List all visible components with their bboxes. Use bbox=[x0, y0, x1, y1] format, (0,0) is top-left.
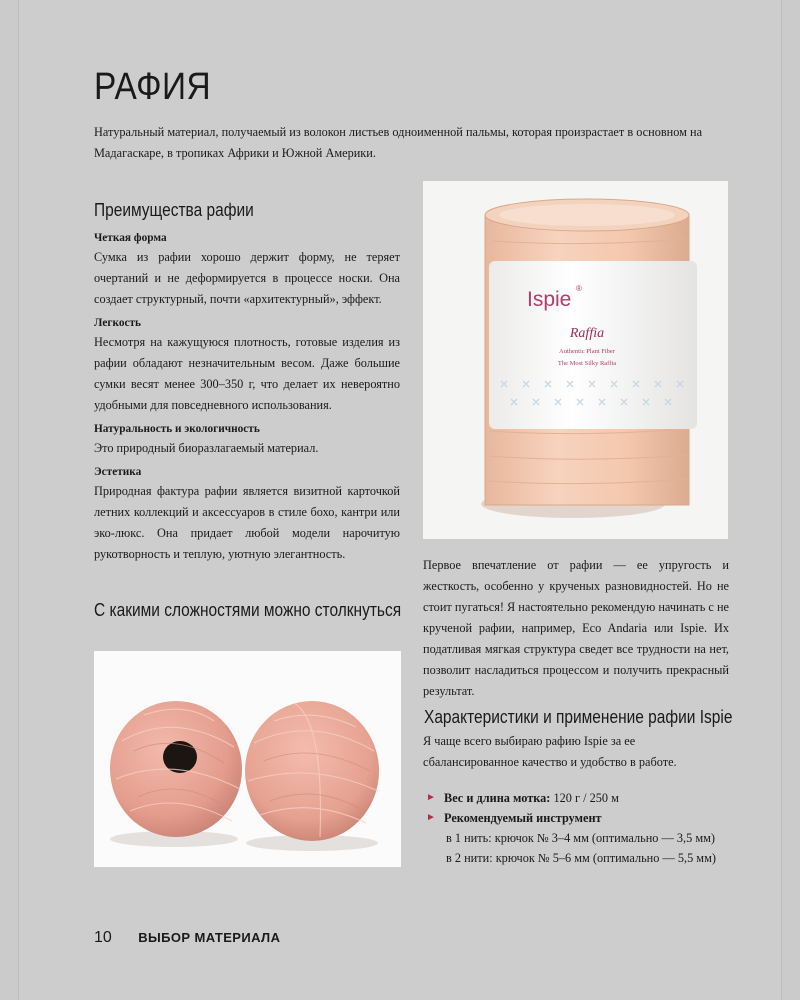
advantage-text: Несмотря на кажущуюся плотность, готовые изделия из рафии обладают незначительным весом. Даже большие сумки весят менее 300–350 г, что делает их невероятно удобными для повседневного использования. bbox=[94, 335, 400, 412]
advantage-text: Сумка из рафии хорошо держит форму, не теряет очертаний и не деформируется в процессе носки. Она создает структурный, почти «архитектурный», эффект. bbox=[94, 250, 400, 306]
triangle-bullet-icon: ► bbox=[426, 812, 436, 823]
tool-label: Рекомендуемый инструмент bbox=[444, 811, 602, 825]
label-line2: The Most Silky Raffia bbox=[557, 360, 617, 367]
advantage-text: Это природный биоразлагаемый материал. bbox=[94, 441, 319, 455]
page-edge-right bbox=[781, 0, 800, 1000]
advantages-heading: Преимущества рафии bbox=[94, 200, 254, 220]
characteristics-intro: Я чаще всего выбираю рафию Ispie за ее сбалансированное качество и удобство в работе. bbox=[423, 734, 677, 769]
section-title: ВЫБОР МАТЕРИАЛА bbox=[138, 930, 281, 945]
page-number: 10 bbox=[94, 929, 112, 946]
advantage-title: Легкость bbox=[94, 317, 142, 329]
tool-option-2: в 2 нити: крючок № 5–6 мм (оптимально — 5,5 мм) bbox=[446, 851, 716, 865]
raffia-spool-photo bbox=[423, 181, 728, 539]
advantage-title: Натуральность и экологичность bbox=[94, 423, 260, 435]
label-reg-mark: ® bbox=[576, 284, 582, 293]
list-item bbox=[424, 808, 734, 828]
page-edge-left bbox=[0, 0, 19, 1000]
triangle-bullet-icon: ► bbox=[426, 792, 436, 803]
spec-list bbox=[424, 788, 734, 868]
raffia-balls-illustration bbox=[94, 651, 401, 867]
characteristics-heading: Характеристики и применение рафии Ispie bbox=[424, 707, 733, 727]
advantage-title: Эстетика bbox=[94, 466, 142, 478]
advantages-list bbox=[94, 230, 400, 570]
tool-option-1: в 1 нить: крючок № 3–4 мм (оптимально — 3,5 мм) bbox=[446, 831, 715, 845]
page-title: РАФИЯ bbox=[94, 66, 212, 108]
label-brand: Ispie bbox=[527, 288, 572, 311]
right-column-text: Первое впечатление от рафии — ее упругость и жесткость, особенно у крученых разновидностей. Но не стоит пугаться! Я настоятельно рекомендую начинать с не крученой рафии, например, Eco Andaria или Ispie. Их податливая мягкая структура сведет все трудности на нет, позволит насладиться процессом и получить прекрасный результат. bbox=[423, 558, 729, 698]
raffia-spool-illustration bbox=[423, 181, 728, 539]
weight-value: 120 г / 250 м bbox=[553, 791, 619, 805]
weight-label: Вес и длина мотка: bbox=[444, 791, 551, 805]
intro-paragraph: Натуральный материал, получаемый из волокон листьев одноименной пальмы, которая произрастает в основном на Мадагаскаре, в тропиках Африки и Южной Америки. bbox=[94, 125, 703, 160]
advantage-text: Природная фактура рафии является визитной карточкой летних коллекций и аксессуаров в стиле бохо, кантри или эко-люкс. Она придает любой модели нарочитую рукотворность и теплую, уютную элегантность. bbox=[94, 484, 400, 561]
label-product-name: Raffia bbox=[569, 326, 605, 341]
difficulties-heading: С какими сложностями можно столкнуться bbox=[94, 600, 402, 620]
list-item bbox=[424, 788, 734, 808]
advantage-title: Четкая форма bbox=[94, 232, 167, 244]
label-line1: Authentic Plant Fiber bbox=[559, 348, 615, 355]
page-footer bbox=[94, 929, 280, 947]
raffia-balls-photo bbox=[94, 651, 401, 867]
